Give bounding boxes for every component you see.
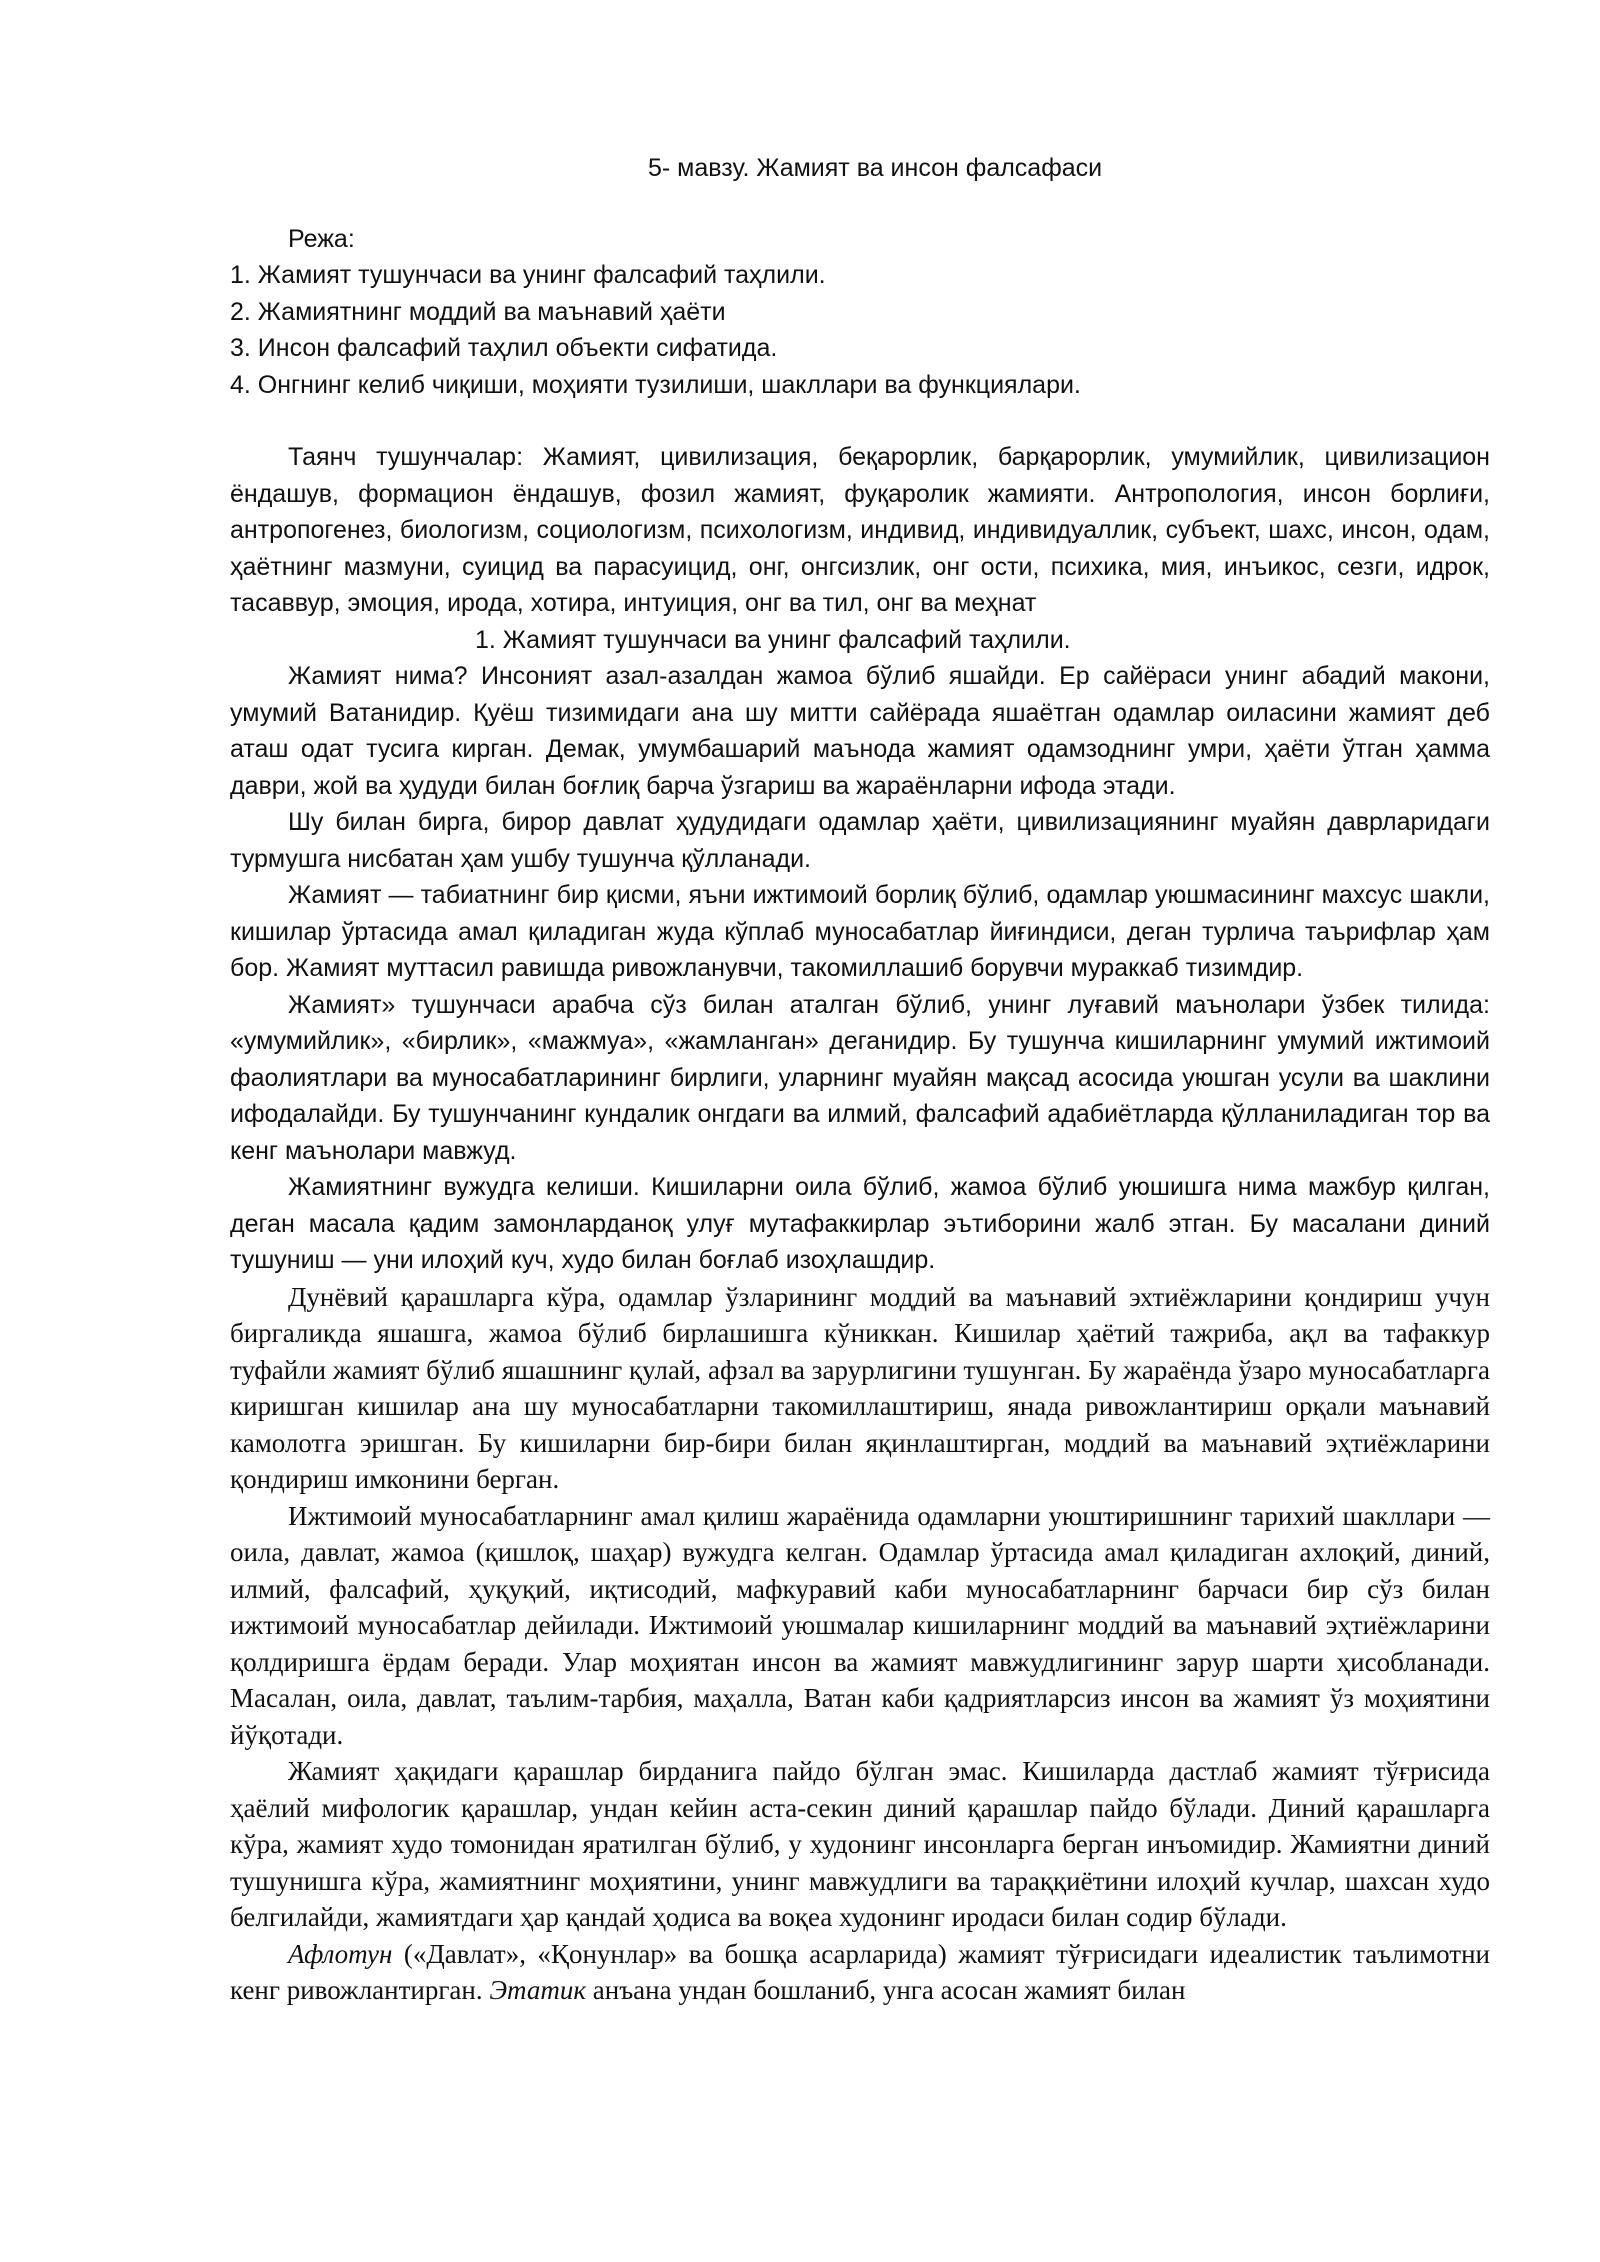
paragraph-text: анъана ундан бошланиб, унга асосан жамият билан [586, 1975, 1186, 2005]
key-terms-paragraph: Таянч тушунчалар: Жамият, цивилизация, беқарорлик, барқарорлик, умумийлик, цивилизацион ёндашув, формацион ёндашув, фозил жамият, фуқаролик жамияти. Антропология, инсон борлиғи, антропогенез, биологизм, социологизм, психологизм, индивид, индивидуаллик, субъект, шахс, инсон, одам, ҳаётнинг мазмуни, суицид ва парасуицид, онг, онгсизлик, онг ости, психика, мия, инъикос, сезги, идрок, тасаввур, эмоция, ирода, хотира, интуиция, онг ва тил, онг ва меҳнат [230, 443, 1490, 617]
section-heading: 1. Жамият тушунчаси ва унинг фалсафий таҳлили. [475, 625, 1071, 654]
spacer [230, 403, 1490, 439]
body-paragraph: Дунёвий қарашларга кўра, одамлар ўзларининг моддий ва маънавий эхтиёжларини қондириш учун биргаликда яшашга, жамоа бўлиб бирлашишга кўниккан. Кишилар ҳаётий тажриба, ақл ва тафаккур туфайли жамият бўлиб яшашнинг қулай, афзал ва зарурлигини тушунган. Бу жараёнда ўзаро муносабатларга киришган кишилар ана шу муносабатларни такомиллаштириш, янада ривожлантириш орқали маънавий камолотга эришган. Бу кишиларни бир-бири билан яқинлаштирган, моддий ва маънавий эҳтиёжларини қондириш имконини берган. [230, 1281, 1490, 1494]
plan-item: 3. Инсон фалсафий таҳлил объекти сифатида. [230, 334, 778, 362]
body-paragraph: Жамият ҳақидаги қарашлар бирданига пайдо бўлган эмас. Кишиларда дастлаб жамият тўғрисида ҳаёлий мифологик қарашлар, ундан кейин аста-секин диний қарашлар пайдо бўлади. Диний қарашларга кўра, жамият худо томонидан яратилган бўлиб, у худонинг инсонларга берган инъомидир. Жамиятни диний тушунишга кўра, жамиятнинг моҳиятини, унинг мавжудлиги ва тараққиётини илоҳий кучлар, шахсан худо белгилайди, жамиятдаги ҳар қандай ҳодиса ва воқеа худонинг иродаси билан содир бўлади. [230, 1756, 1490, 1932]
body-paragraph-last [230, 1936, 1490, 2009]
body-paragraph: Жамият» тушунчаси арабча сўз билан аталган бўлиб, унинг луғавий маънолари ўзбек тилида: «умумийлик», «бирлик», «мажмуа», «жамланган» деганидир. Бу тушунча кишиларнинг умумий ижтимоий фаолиятлари ва муносабатларининг бирлиги, уларнинг муайян мақсад асосида уюшган усули ва шаклини ифодалайди. Бу тушунчанинг кундалик онгдаги ва илмий, фалсафий адабиётларда қўлланиладиган тор ва кенг маънолари мавжуд. [230, 990, 1490, 1165]
body-paragraph: Шу билан бирга, бирор давлат ҳудудидаги одамлар ҳаёти, цивилизациянинг муайян даврларидаги турмушга нисбатан ҳам ушбу тушунча қўлланади. [230, 808, 1490, 873]
body-paragraph: Ижтимоий муносабатларнинг амал қилиш жараёнида одамларни уюштиришнинг тарихий шакллари — оила, давлат, жамоа (қишлоқ, шаҳар) вужудга келган. Одамлар ўртасида амал қиладиган ахлоқий, диний, илмий, фалсафий, ҳуқуқий, иқтисодий, мафкуравий каби муносабатларнинг барчаси бир сўз билан ижтимоий муносабатлар дейилади. Ижтимоий уюшмалар кишиларнинг моддий ва маънавий эҳтиёжларини қолдиришга ёрдам беради. Улар моҳиятан инсон ва жамият мавжудлигининг зарур шарти ҳисобланади. Масалан, оила, давлат, таълим-тарбия, маҳалла, Ватан каби қадриятларсиз инсон ва жамият ўз моҳиятини йўқотади. [230, 1500, 1490, 1750]
plan-list [230, 257, 1490, 403]
paragraph-text: («Давлат», «Қонунлар» ва бошқа асарларида) жамият тўғрисидаги идеалистик таълимотни кенг ривожлантирган. [230, 1938, 1490, 2005]
body-paragraph: Жамият нима? Инсоният азал-азалдан жамоа бўлиб яшайди. Ер сайёраси унинг абадий макони, умумий Ватанидир. Қуёш тизимидаги ана шу митти сайёрада яшаётган одамлар оиласини жамият деб аташ одат тусига кирган. Демак, умумбашарий маънода жамият одамзоднинг умри, ҳаёти ўтган ҳамма даври, жой ва ҳудуди билан боғлиқ барча ўзгариш ва жараёнларни ифода этади. [230, 662, 1490, 800]
page-title: 5- мавзу. Жамият ва инсон фалсафаси [648, 154, 1103, 182]
plan-item: 4. Онгнинг келиб чиқиши, моҳияти тузилиши, шакллари ва функциялари. [230, 370, 1081, 399]
body-paragraph: Жамият — табиатнинг бир қисми, яъни ижтимоий борлиқ бўлиб, одамлар уюшмасининг махсус шакли, кишилар ўртасида амал қиладиган жуда кўплаб муносабатлар йиғиндиси, деган турлича таърифлар ҳам бор. Жамият муттасил равишда ривожланувчи, такомиллашиб борувчи мураккаб тизимдир. [230, 881, 1490, 982]
plan-item: 1. Жамият тушунчаси ва унинг фалсафий таҳлили. [230, 261, 826, 289]
term-name: Этатик [489, 1975, 587, 2005]
plan-label: Режа: [288, 224, 355, 253]
author-name: Афлотун [288, 1938, 393, 1969]
body-paragraph: Жамиятнинг вужудга келиши. Кишиларни оила бўлиб, жамоа бўлиб уюшишга нима мажбур қилган, деган масала қадим замонларданоқ улуғ мутафаккирлар эътиборини жалб этган. Бу масалани диний тушуниш — уни илоҳий куч, худо билан боғлаб изоҳлашдир. [230, 1173, 1490, 1274]
document-page [230, 150, 1490, 2009]
plan-item: 2. Жамиятнинг моддий ва маънавий ҳаёти [230, 297, 726, 326]
